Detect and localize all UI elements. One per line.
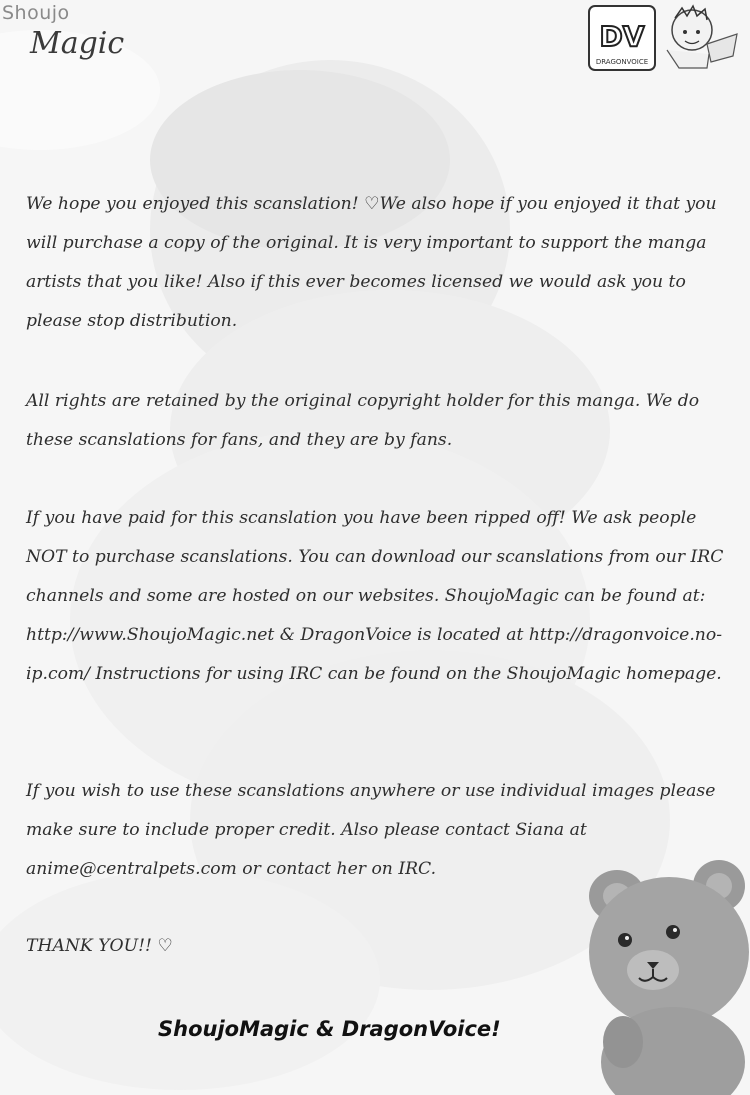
paragraph-ripped-off: If you have paid for this scanslation you have been ripped off! We ask people NOT to purchase scanslations. You can download our scanslations from our IRC channels and some are hosted on our websites. ShoujoMagic can be found at: http://www.ShoujoMagic.net & DragonVoice is located at http://dragonvoice.no-ip.com/ Instructions for using IRC can be found on the ShoujoMagic homepage. — [26, 508, 724, 684]
logo-shoujo-text: Shoujo — [2, 2, 70, 24]
teddy-bear-icon — [583, 852, 750, 1095]
badge-initials: DV — [599, 20, 645, 53]
dragonvoice-logo-icon — [587, 4, 745, 72]
thank-you-text: THANK YOU!! ♡ — [26, 936, 173, 956]
paragraph-rights: All rights are retained by the original copyright holder for this manga. We do these scanslations for fans, and they are by fans. — [26, 391, 700, 450]
paragraph-credit: If you wish to use these scanslations anywhere or use individual images please make sure to include proper credit. Also please contact Siana at anime@centralpets.com or contact her on IRC. — [26, 781, 716, 879]
signature: ShoujoMagic & DragonVoice! — [158, 1017, 501, 1041]
logo-magic-text: Magic — [30, 26, 125, 61]
badge-caption: DRAGONVOICE — [595, 58, 649, 66]
paragraph-enjoy: We hope you enjoyed this scanslation! ♡We also hope if you enjoyed it that you will purchase a copy of the original. It is very important to support the manga artists that you like! Also if this ever becomes licensed we would ask you to please stop distribution. — [26, 194, 717, 331]
